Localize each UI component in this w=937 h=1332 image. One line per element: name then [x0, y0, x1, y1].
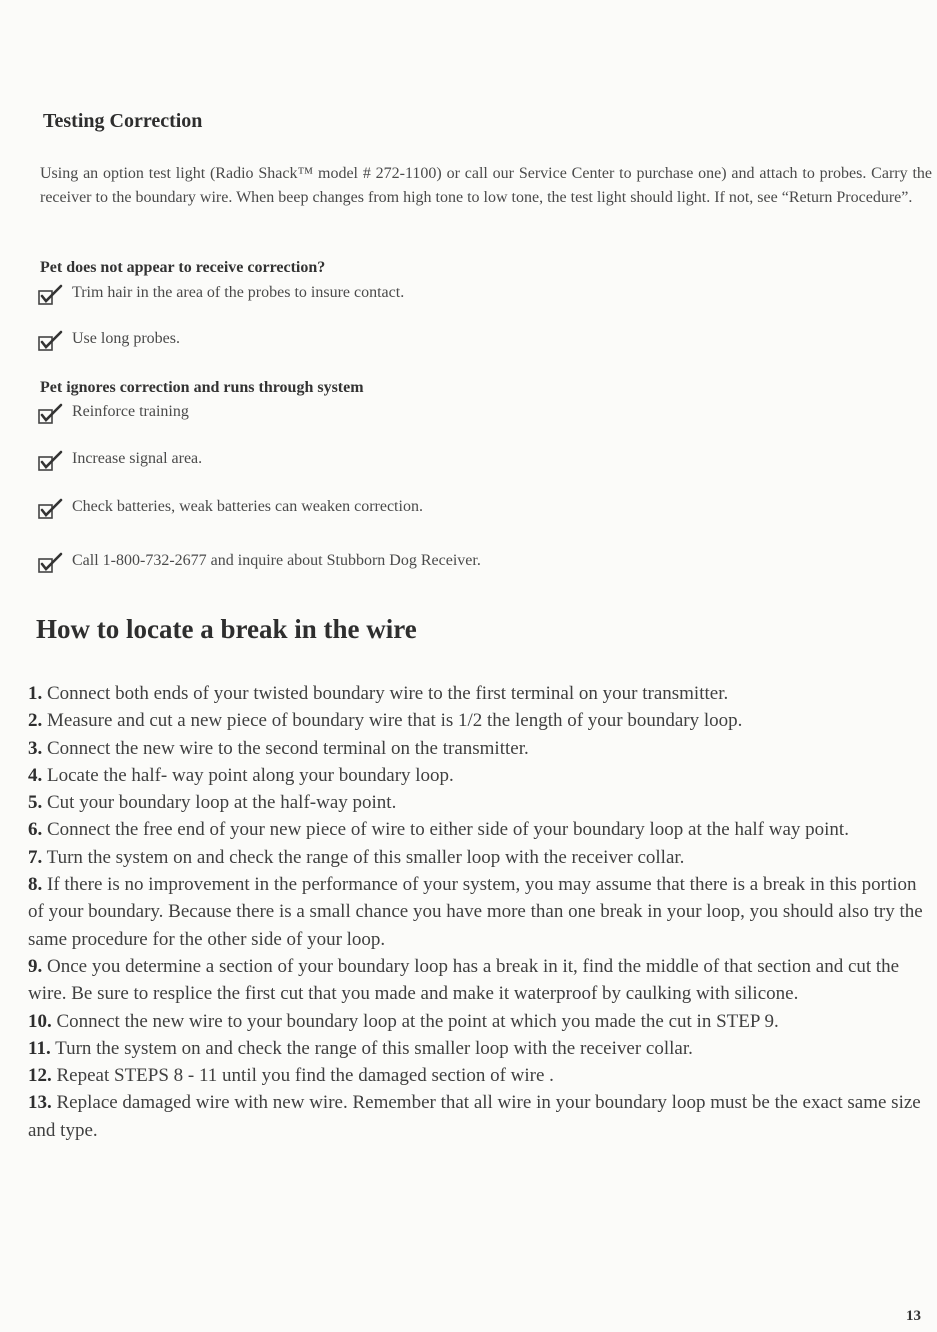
step-item: [28, 680, 923, 707]
checkbox-checked-icon: [38, 330, 64, 352]
step-text: If there is no improvement in the performance of your system, you may assume that there is a break in this portion of your boundary. Because there is a small chance you have more than one break in your loop, you should also try the same procedure for the other side of your loop.: [28, 874, 923, 950]
page-number: 13: [906, 1308, 921, 1324]
step-item: [28, 762, 923, 789]
step-text: Connect the free end of your new piece of wire to either side of your boundary loop at the half way point.: [47, 819, 849, 841]
step-number: 13.: [28, 1092, 52, 1114]
step-number: 2.: [28, 710, 43, 732]
step-number: 12.: [28, 1065, 52, 1087]
step-text: Turn the system on and check the range of this smaller loop with the receiver collar.: [46, 846, 685, 868]
checkbox-checked-icon: [38, 284, 64, 306]
testing-correction-intro: Using an option test light (Radio Shack™ model # 272-1100) or call our Service Center to purchase one) and attach to probes. Carry the receiver to the boundary wire. When beep changes from high tone to low tone, the test light should light. If not, see “Return Procedure”.: [40, 165, 932, 206]
step-text: Cut your boundary loop at the half-way point.: [47, 792, 397, 814]
step-item: [28, 1089, 923, 1144]
step-item: [28, 707, 923, 734]
step-text: Connect the new wire to the second terminal on the transmitter.: [47, 737, 529, 759]
checklist-item-text: Reinforce training: [72, 403, 189, 420]
step-text: Repeat STEPS 8 - 11 until you find the damaged section of wire .: [56, 1065, 554, 1087]
step-text: Replace damaged wire with new wire. Remember that all wire in your boundary loop must be the exact same size and type.: [28, 1092, 921, 1141]
step-text: Measure and cut a new piece of boundary wire that is 1/2 the length of your boundary loop.: [47, 710, 743, 732]
checklist-item-text: Check batteries, weak batteries can weaken correction.: [72, 498, 423, 515]
step-item: [28, 816, 923, 843]
step-item: [28, 871, 923, 953]
step-number: 1.: [28, 683, 43, 704]
step-item: [28, 1062, 923, 1089]
checkbox-checked-icon: [38, 403, 64, 425]
step-number: 3.: [28, 737, 43, 759]
checklist-item: [38, 330, 180, 352]
checkbox-checked-icon: [38, 450, 64, 472]
step-number: 5.: [28, 792, 43, 814]
step-item: [28, 735, 923, 762]
step-number: 6.: [28, 819, 43, 841]
checklist-item: [38, 552, 481, 574]
steps-list: [28, 680, 923, 1144]
checklist-item: [38, 403, 189, 425]
locate-break-heading: How to locate a break in the wire: [36, 614, 417, 644]
step-text: Locate the half- way point along your boundary loop.: [47, 764, 454, 786]
no-correction-heading: Pet does not appear to receive correction?: [40, 259, 326, 276]
step-item: [28, 953, 923, 1008]
checkbox-checked-icon: [38, 552, 64, 574]
checklist-item-text: Trim hair in the area of the probes to insure contact.: [72, 284, 405, 301]
step-number: 4.: [28, 764, 43, 786]
checklist-item-text: Use long probes.: [72, 330, 180, 347]
step-item: [28, 789, 923, 816]
step-number: 10.: [28, 1010, 52, 1032]
step-text: Connect both ends of your twisted boundary wire to the first terminal on your transmitter.: [47, 683, 729, 704]
step-item: [28, 844, 923, 871]
checklist-item-text: Increase signal area.: [72, 450, 203, 467]
ignores-correction-heading: Pet ignores correction and runs through system: [40, 379, 364, 396]
testing-correction-heading: Testing Correction: [43, 110, 203, 132]
checkbox-checked-icon: [38, 498, 64, 520]
checklist-item: [38, 284, 404, 306]
step-item: [28, 1008, 923, 1035]
step-item: [28, 1035, 923, 1062]
checklist-item: [38, 450, 202, 472]
checklist-item: [38, 498, 423, 520]
step-number: 11.: [28, 1037, 51, 1059]
step-text: Turn the system on and check the range of this smaller loop with the receiver collar.: [55, 1037, 693, 1059]
step-number: 8.: [28, 874, 43, 896]
step-text: Connect the new wire to your boundary loop at the point at which you made the cut in STEP 9.: [56, 1010, 779, 1032]
checklist-item-text: Call 1-800-732-2677 and inquire about Stubborn Dog Receiver.: [72, 552, 481, 569]
step-number: 7.: [28, 846, 43, 868]
step-number: 9.: [28, 955, 43, 977]
step-text: Once you determine a section of your boundary loop has a break in it, find the middle of that section and cut the wire. Be sure to resplice the first cut that you made and make it waterproof by caulking with silicone.: [28, 955, 900, 1005]
